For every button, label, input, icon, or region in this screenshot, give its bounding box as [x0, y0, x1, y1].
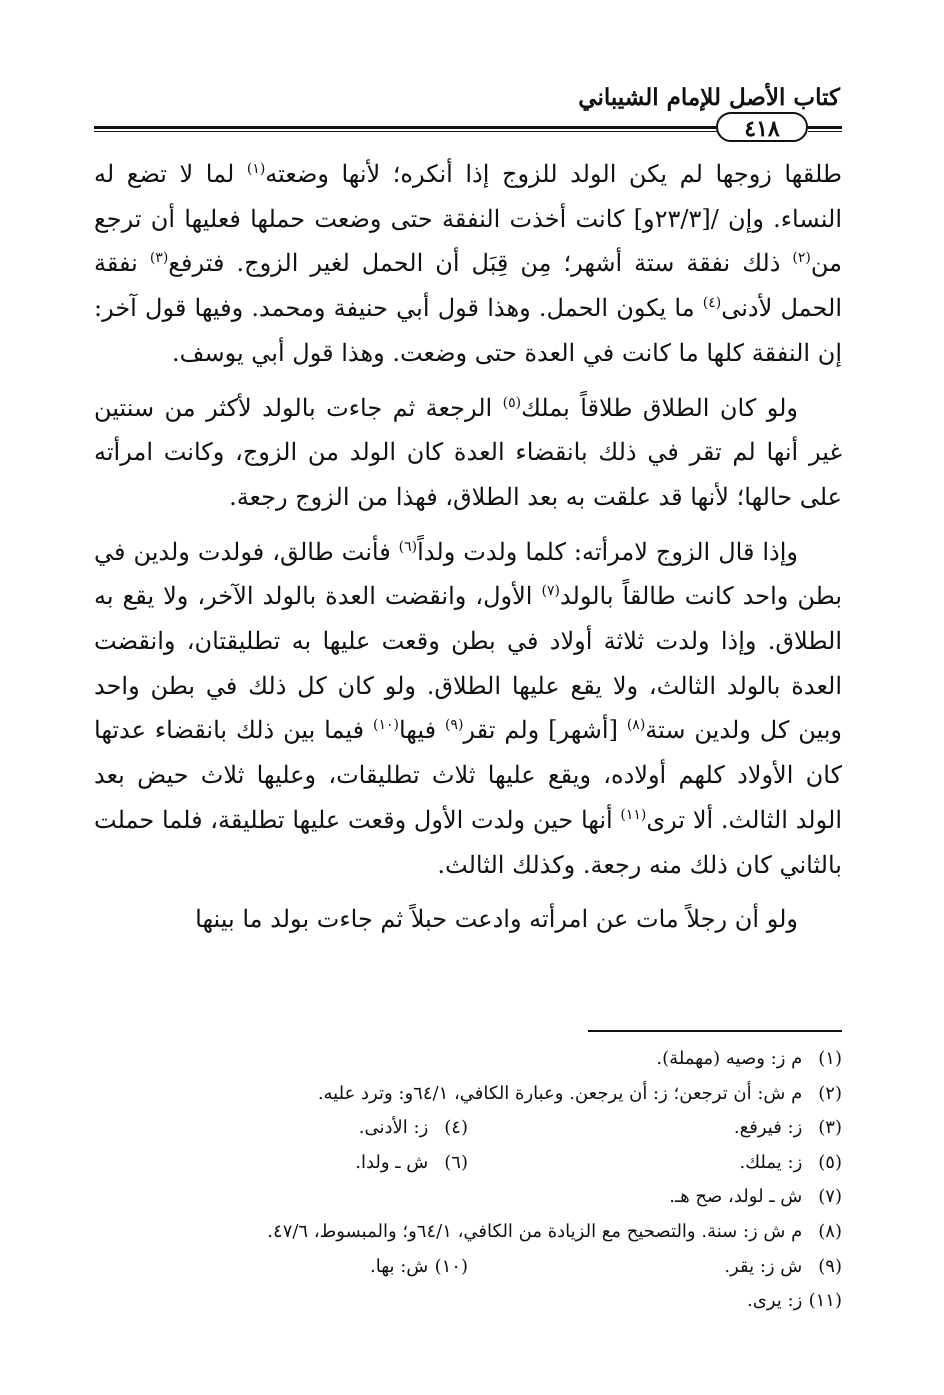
footnote-line	[94, 1284, 842, 1319]
paragraph	[94, 897, 842, 942]
footnote-text: ش ـ لولد، صح هـ.	[669, 1186, 808, 1208]
footnote-line	[94, 1146, 842, 1181]
text-run: الأول، وانقضت العدة بالولد الآخر، ولا يقع به الطلاق. وإذا ولدت ثلاثة أولاد في بطن وقعت عليها به تطليقتان، وانقضت العدة بالولد الثالث، ولا يقع عليها الطلاق. ولو كان كل ذلك في بطن واحد وبين كل ولدين ستة	[94, 582, 843, 745]
footnote	[656, 1042, 842, 1077]
text-run: نفقة الحمل لأدنى	[94, 249, 842, 323]
text-run: طلقها زوجها لم يكن الولد للزوج إذا أنكره؛ لأنها وضعته	[265, 160, 842, 188]
footnote-number: (٧)	[818, 1186, 842, 1208]
footnote-text: م ش ز: سنة. والتصحيح مع الزيادة من الكافي، ٦٤/١و؛ والمبسوط، ٤٧/٦.	[267, 1220, 808, 1242]
footnote-ref: (٣)	[149, 250, 169, 267]
footnote-number: (٦)	[444, 1151, 468, 1173]
text-run: فأنت طالق، فولدت ولدين في بطن واحد كانت طالقاً بالولد	[94, 537, 843, 611]
running-title: كتاب الأصل للإمام الشيباني	[578, 84, 840, 111]
text-run: ولو كان الطلاق طلاقاً بملك	[521, 393, 798, 422]
footnote-number: (٣)	[818, 1117, 842, 1139]
text-run: لما لا تضع له النساء. وإن /[٢٣/٣و] كانت أخذت النفقة حتى وضعت حملها فعليها أن ترجع من	[94, 160, 842, 278]
footnote-ref: (٤)	[702, 295, 722, 312]
footnote-line	[94, 1215, 842, 1250]
footnote	[468, 1146, 842, 1181]
footnote-ref: (٧)	[541, 583, 560, 600]
footnote-number: (٨)	[818, 1220, 842, 1242]
footnote	[267, 1215, 842, 1250]
footnote-line	[94, 1180, 842, 1215]
text-run: فيما بين ذلك بانقضاء عدتها كان الأولاد كلهم أولاده، ويقع عليها ثلاث تطليقات، وعليها ثلاث حيض بعد الولد الثالث. ألا ترى	[94, 716, 842, 834]
footnote-line	[94, 1042, 842, 1077]
footnote-text: ش ز: يقر.	[724, 1255, 808, 1277]
footnote	[94, 1146, 468, 1181]
footnote	[468, 1250, 842, 1285]
footnote-text: م ز: وصيه (مهملة).	[656, 1048, 808, 1069]
text-run: فيها	[398, 716, 445, 745]
paragraph	[94, 530, 842, 888]
footnote-separator	[588, 1030, 842, 1032]
footnote-line	[94, 1077, 842, 1112]
paragraph	[94, 152, 842, 376]
footnote-ref: (٢)	[792, 250, 811, 267]
text-run: أنها حين ولدت الأول وقعت عليها تطليقة، فلما حملت بالثاني كان ذلك منه رجعة. وكذلك الثالث.	[94, 805, 842, 879]
footnote-ref: (١)	[246, 161, 266, 177]
footnote	[318, 1077, 842, 1112]
footnote-line	[94, 1250, 842, 1285]
footnote	[94, 1250, 468, 1285]
paragraph	[94, 386, 842, 520]
footnote-text: ز: فيرفع.	[733, 1117, 808, 1139]
footnotes	[94, 1042, 842, 1319]
footnote-number: (٩)	[818, 1255, 842, 1277]
footnote	[94, 1111, 468, 1146]
footnote-number: (٥)	[818, 1151, 842, 1173]
page-number: ٤١٨	[716, 112, 808, 142]
text-run: وإذا قال الزوج لامرأته: كلما ولدت ولداً	[417, 537, 798, 566]
footnote-text: ز: الأدنى.	[358, 1117, 434, 1139]
footnote-number: (٢)	[818, 1082, 842, 1104]
footnote-number: (١٠)	[434, 1255, 468, 1277]
text-run: ذلك نفقة ستة أشهر؛ مِن قِبَل أن الحمل لغير الزوج. فترفع	[168, 249, 793, 278]
footnote-ref: (٦)	[398, 538, 418, 555]
footnote-ref: (٩)	[444, 717, 464, 734]
text-run: [أشهر] ولم تقر	[463, 716, 627, 745]
text-run: الرجعة ثم جاءت بالولد لأكثر من سنتين غير أنها لم تقر في ذلك بانقضاء العدة كان الولد من الزوج، وكانت امرأته على حالها؛ لأنها قد علقت به بعد الطلاق، فهذا من الزوج رجعة.	[94, 393, 842, 511]
header-rule-end	[808, 126, 842, 132]
text-run: ولو أن رجلاً مات عن امرأته وادعت حبلاً ثم جاءت بولد ما بينها	[195, 905, 798, 934]
footnote-ref: (١١)	[620, 806, 647, 823]
footnote-line	[94, 1111, 842, 1146]
footnote-ref: (٥)	[502, 394, 522, 411]
footnote-text: ش: بها.	[370, 1255, 434, 1277]
footnote-text: ش ـ ولدا.	[355, 1151, 434, 1173]
footnote-text: ز: يملك.	[739, 1151, 808, 1173]
header-rule	[94, 126, 718, 132]
footnote-number: (٤)	[444, 1117, 468, 1139]
footnote	[747, 1284, 842, 1319]
text-run: ما يكون الحمل. وهذا قول أبي حنيفة ومحمد. وفيها قول آخر: إن النفقة كلها ما كانت في العدة حتى وضعت. وهذا قول أبي يوسف.	[94, 294, 842, 367]
footnote-number: (١)	[818, 1048, 842, 1069]
footnote-text: ز: يرى.	[747, 1290, 808, 1312]
footnote-ref: (٨)	[626, 717, 646, 734]
body-text	[94, 152, 842, 952]
footnote-ref: (١٠)	[372, 717, 399, 734]
footnote-text: م ش: أن ترجعن؛ ز: أن يرجعن. وعبارة الكافي، ٦٤/١و: وترد عليه.	[317, 1082, 808, 1104]
footnote	[669, 1180, 842, 1215]
footnote	[468, 1111, 842, 1146]
footnote-number: (١١)	[808, 1290, 842, 1312]
